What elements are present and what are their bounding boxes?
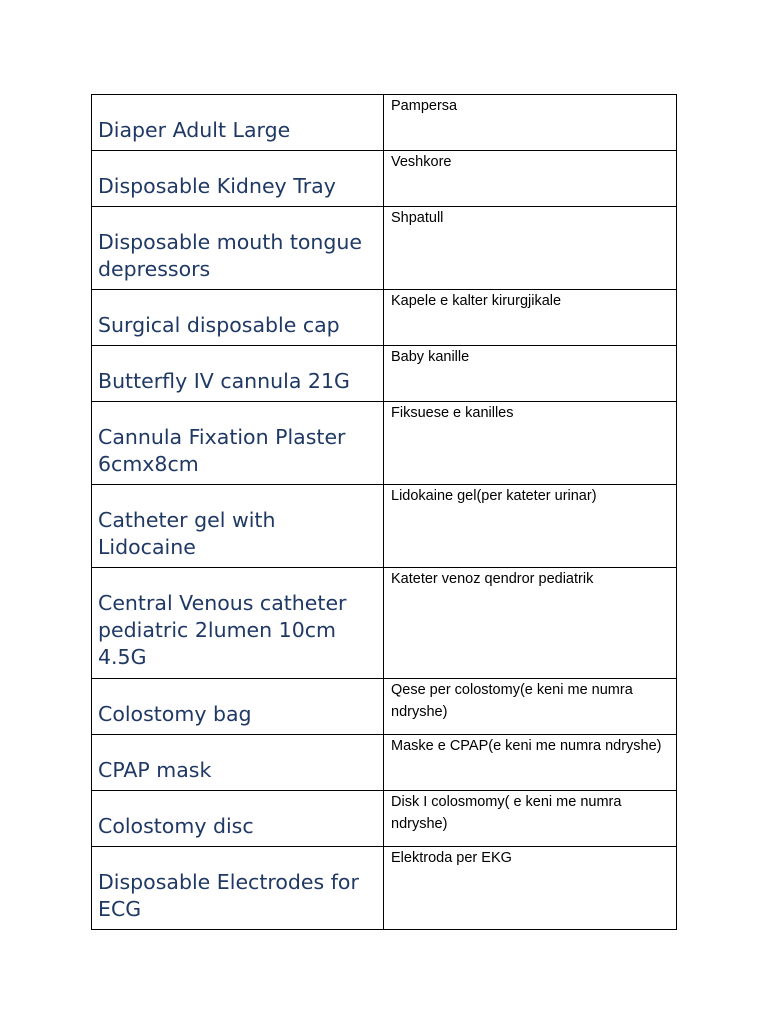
albanian-name: Lidokaine gel(per kateter urinar): [391, 488, 597, 504]
english-name: Disposable Kidney Tray: [98, 174, 336, 198]
table-row: [92, 95, 677, 151]
albanian-name-cell: [384, 847, 677, 930]
table-body: [92, 95, 677, 930]
english-name-cell: [92, 679, 384, 735]
english-name: Colostomy bag: [98, 702, 252, 726]
english-name-cell: [92, 151, 384, 207]
albanian-name-cell: [384, 735, 677, 791]
english-name: Disposable mouth tongue depressors: [98, 230, 363, 281]
english-name: Diaper Adult Large: [98, 118, 291, 142]
english-name-cell: [92, 346, 384, 402]
english-name-cell: [92, 791, 384, 847]
table-row: [92, 207, 677, 290]
table-row: [92, 402, 677, 485]
english-name-cell: [92, 402, 384, 485]
supplies-table: [91, 94, 677, 930]
table-row: [92, 679, 677, 735]
english-name: Surgical disposable cap: [98, 313, 340, 337]
albanian-name: Kapele e kalter kirurgjikale: [391, 293, 562, 309]
english-name: Central Venous catheter pediatric 2lumen 10cm 4.5G: [98, 591, 347, 669]
albanian-name-cell: [384, 679, 677, 735]
table-row: [92, 847, 677, 930]
albanian-name: Fiksuese e kanilles: [391, 405, 514, 421]
english-name-cell: [92, 568, 384, 679]
table-row: [92, 485, 677, 568]
english-name-cell: [92, 847, 384, 930]
english-name-cell: [92, 207, 384, 290]
english-name-cell: [92, 290, 384, 346]
table-row: [92, 290, 677, 346]
albanian-name-cell: [384, 346, 677, 402]
table-row: [92, 791, 677, 847]
albanian-name-cell: [384, 151, 677, 207]
albanian-name: Shpatull: [391, 210, 444, 226]
table-row: [92, 346, 677, 402]
albanian-name: Pampersa: [391, 98, 458, 114]
albanian-name: Kateter venoz qendror pediatrik: [391, 571, 594, 587]
albanian-name-cell: [384, 95, 677, 151]
english-name: Catheter gel with Lidocaine: [98, 508, 276, 559]
english-name: Disposable Electrodes for ECG: [98, 870, 359, 921]
albanian-name: Baby kanille: [391, 349, 470, 365]
english-name-cell: [92, 485, 384, 568]
english-name: Butterfly IV cannula 21G: [98, 369, 350, 393]
english-name: Colostomy disc: [98, 814, 254, 838]
table-row: [92, 151, 677, 207]
table-row: [92, 735, 677, 791]
albanian-name-cell: [384, 791, 677, 847]
english-name: Cannula Fixation Plaster 6cmx8cm: [98, 425, 346, 476]
albanian-name: Maske e CPAP(e keni me numra ndryshe): [391, 738, 662, 754]
albanian-name: Qese per colostomy(e keni me numra ndryshe): [391, 682, 633, 720]
albanian-name-cell: [384, 568, 677, 679]
english-name-cell: [92, 95, 384, 151]
albanian-name-cell: [384, 402, 677, 485]
albanian-name-cell: [384, 290, 677, 346]
albanian-name-cell: [384, 485, 677, 568]
english-name-cell: [92, 735, 384, 791]
albanian-name-cell: [384, 207, 677, 290]
albanian-name: Elektroda per EKG: [391, 850, 512, 866]
english-name: CPAP mask: [98, 758, 212, 782]
albanian-name: Veshkore: [391, 154, 452, 170]
albanian-name: Disk I colosmomy( e keni me numra ndryshe): [391, 794, 622, 832]
table-row: [92, 568, 677, 679]
